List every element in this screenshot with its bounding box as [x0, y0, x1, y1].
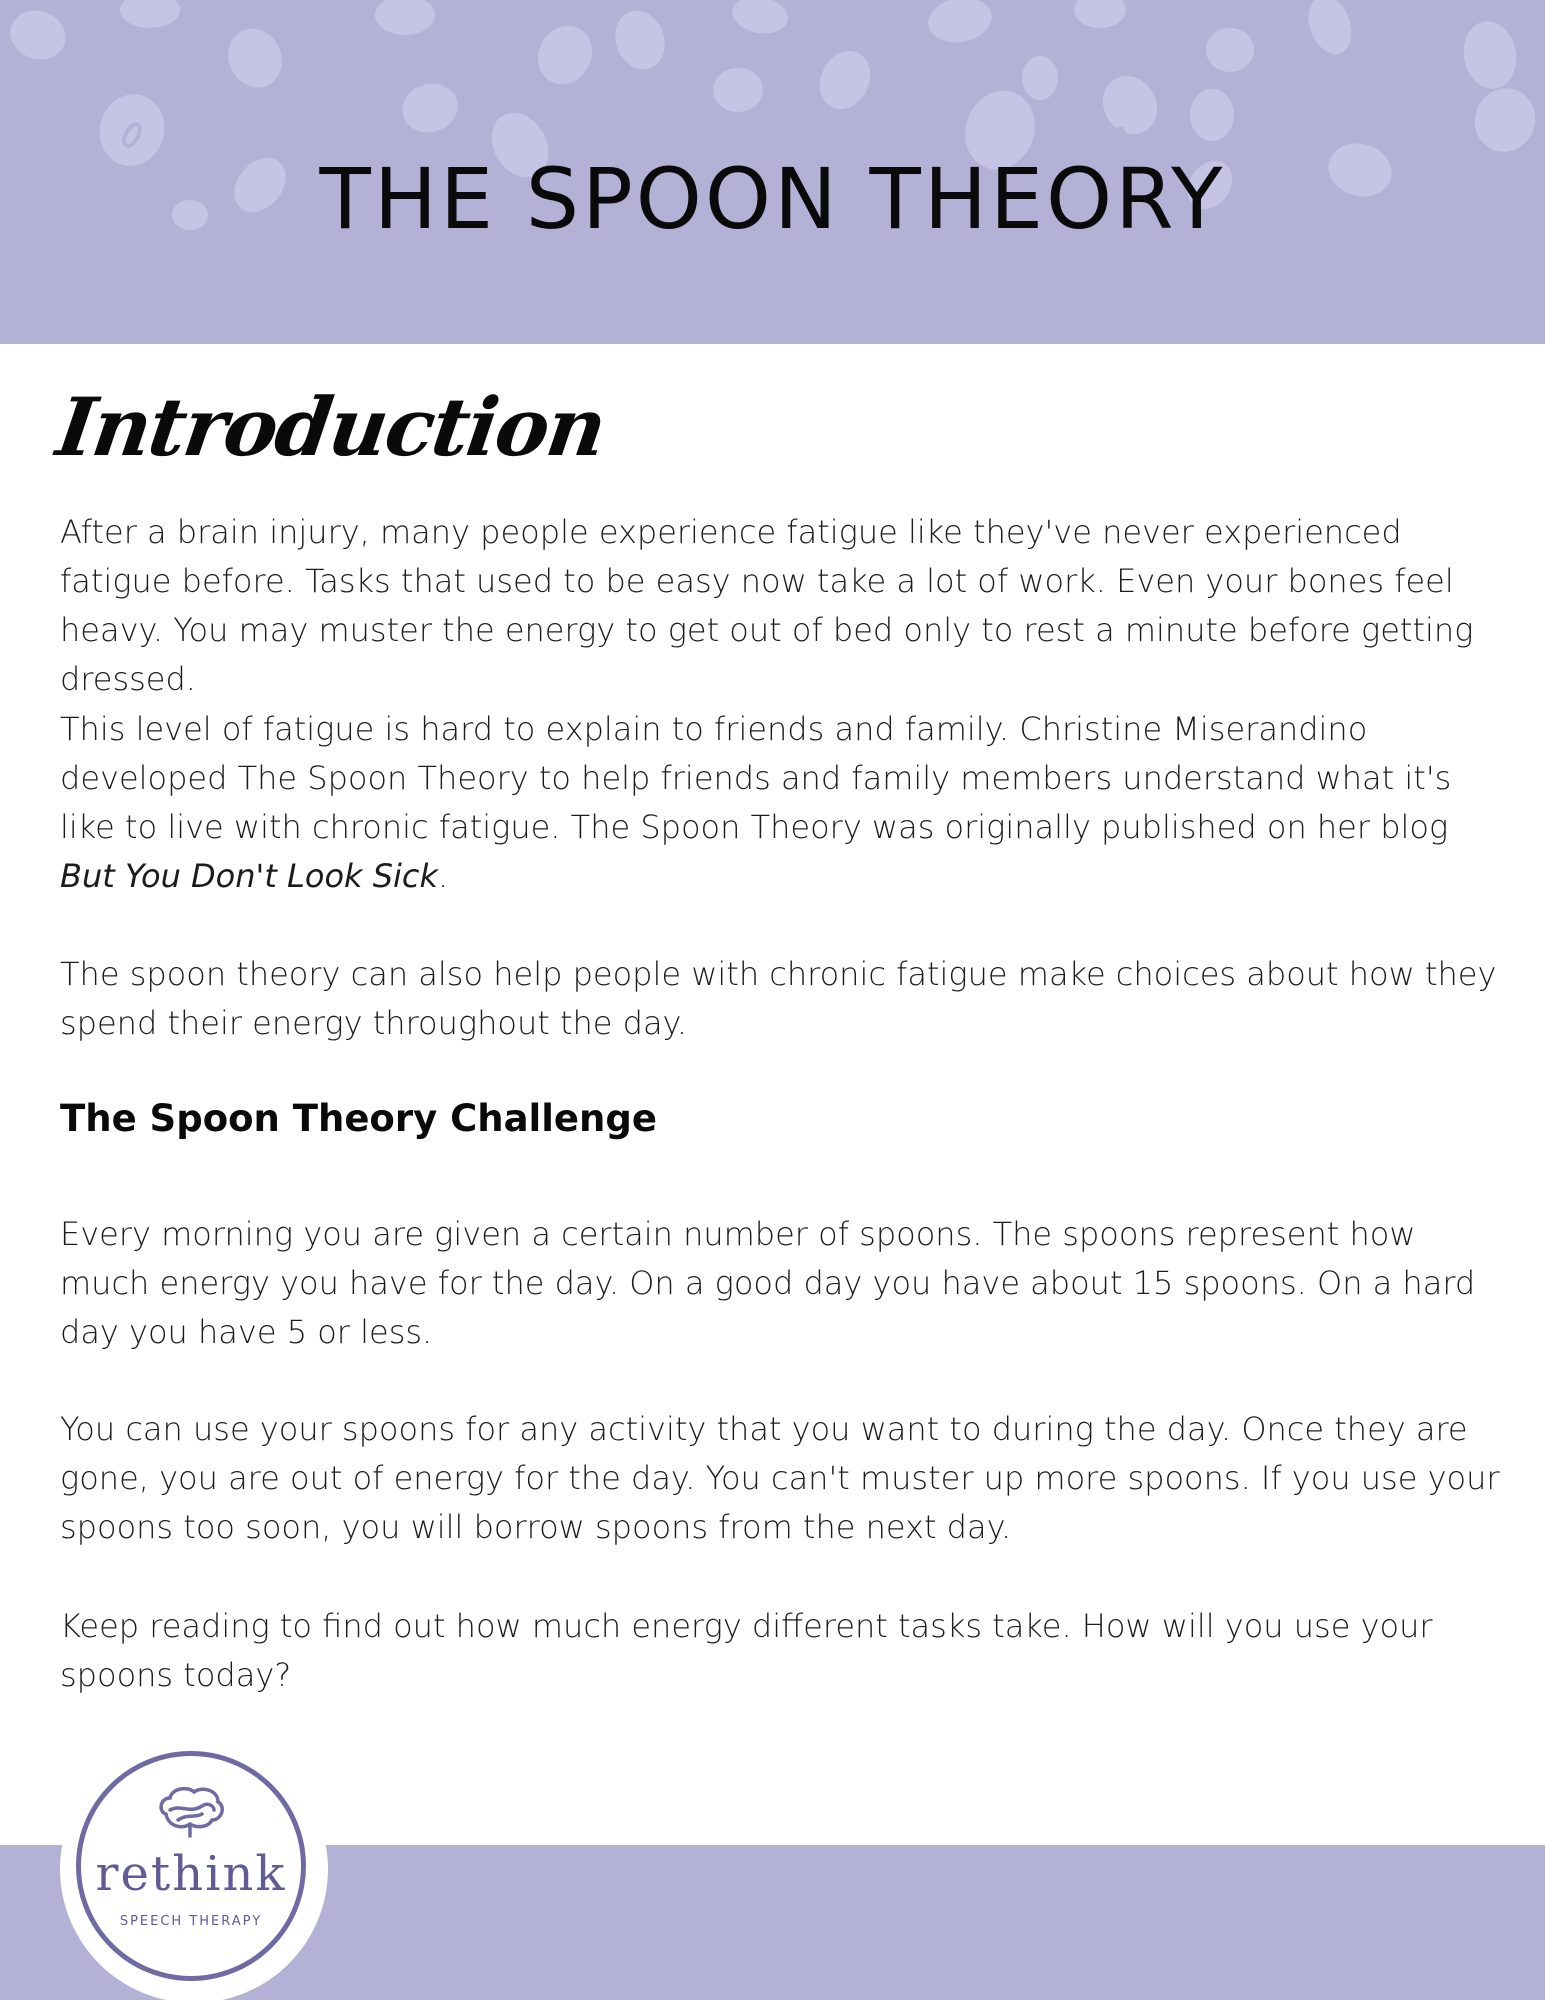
- intro-paragraph-2: [60, 705, 1500, 901]
- rethink-logo: [76, 1751, 306, 1981]
- blog-title: But You Don't Look Sick: [60, 857, 439, 895]
- challenge-paragraph-2: You can use your spoons for any activity that you want to during the day. Once they are gone, you are out of energy for the day. You can't muster up more spoons. If you use your spoons too soon, you will borrow spoons from the next day.: [60, 1410, 1500, 1546]
- logo-subtitle: SPEECH THERAPY: [119, 1914, 263, 1929]
- introduction-heading: Introduction: [51, 380, 611, 474]
- intro-paragraph-2-text: This level of fatigue is hard to explain to friends and family. Christine Miserandino developed The Spoon Theory to help friends and family members understand what it's like to live with chronic fatigue. The Spoon Theory was originally published on her blog: [60, 710, 1452, 846]
- brain-icon: [156, 1784, 226, 1838]
- challenge-paragraph-1: Every morning you are given a certain number of spoons. The spoons represent how much energy you have for the day. On a good day you have about 15 spoons. On a hard day you have 5 or less.: [60, 1215, 1476, 1351]
- challenge-heading: The Spoon Theory Challenge: [60, 1097, 657, 1140]
- intro-paragraph-2-end: .: [438, 857, 449, 895]
- page-title: THE SPOON THEORY: [319, 150, 1226, 248]
- intro-paragraph-3: The spoon theory can also help people with chronic fatigue make choices about how they spend their energy throughout the day.: [60, 955, 1497, 1042]
- logo-wordmark: rethink: [95, 1846, 287, 1902]
- intro-paragraph-1: After a brain injury, many people experience fatigue like they've never experienced fatigue before. Tasks that used to be easy now take a lot of work. Even your bones feel heavy. You may muster the energy to get out of bed only to rest a minute before getting dressed.: [60, 513, 1474, 698]
- challenge-paragraph-3: Keep reading to find out how much energy different tasks take. How will you use your spoons today?: [60, 1607, 1433, 1694]
- header-banner: [0, 0, 1545, 344]
